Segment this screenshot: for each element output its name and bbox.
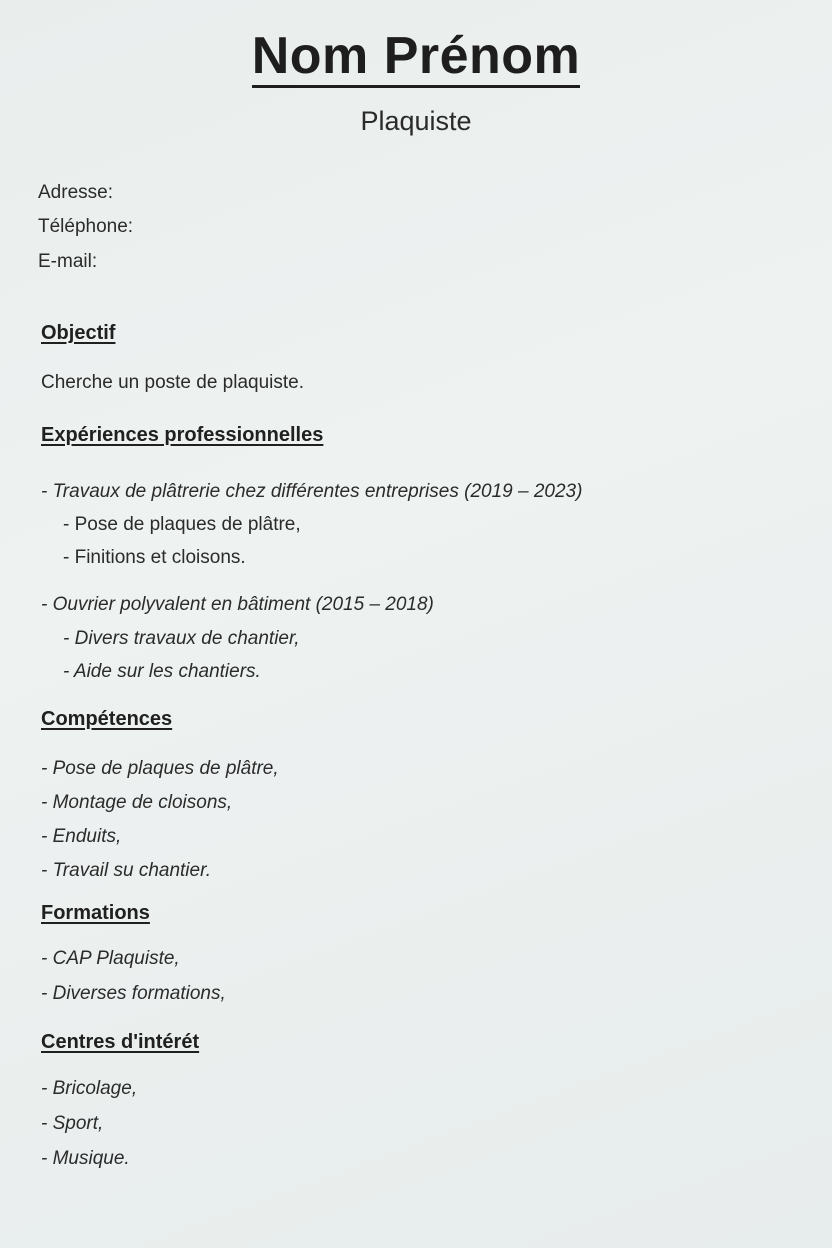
job-1-task-2: - Finitions et cloisons. bbox=[63, 547, 246, 568]
phone-label: Téléphone: bbox=[38, 216, 134, 237]
email-label: E-mail: bbox=[38, 251, 98, 272]
job-2-task-2: - Aide sur les chantiers. bbox=[63, 661, 261, 682]
address-label: Adresse: bbox=[38, 182, 113, 203]
job-1-task-1: - Pose de plaques de plâtre, bbox=[63, 514, 301, 535]
job-title-1: - Travaux de plâtrerie chez différentes entreprises (2019 – 2023) bbox=[41, 481, 583, 502]
skill-item: - Montage de cloisons, bbox=[41, 792, 233, 813]
interest-item: - Sport, bbox=[41, 1113, 104, 1134]
candidate-name-text: Nom Prénom bbox=[252, 27, 581, 88]
skill-item: - Enduits, bbox=[41, 826, 122, 847]
education-item: - Diverses formations, bbox=[41, 983, 226, 1004]
skill-item: - Pose de plaques de plâtre, bbox=[41, 758, 279, 779]
skills-heading: Compétences bbox=[41, 708, 173, 730]
experience-heading: Expériences professionnelles bbox=[41, 424, 324, 446]
interests-heading: Centres d'intérét bbox=[41, 1031, 200, 1053]
education-heading: Formations bbox=[41, 902, 150, 924]
job-2-task-1: - Divers travaux de chantier, bbox=[63, 628, 300, 649]
objective-text: Cherche un poste de plaquiste. bbox=[41, 372, 305, 393]
candidate-name bbox=[0, 26, 832, 88]
interest-item: - Musique. bbox=[41, 1148, 130, 1169]
education-item: - CAP Plaquiste, bbox=[41, 948, 180, 969]
interest-item: - Bricolage, bbox=[41, 1078, 138, 1099]
job-title-2: - Ouvrier polyvalent en bâtiment (2015 – 2018) bbox=[41, 594, 434, 615]
job-title: Plaquiste bbox=[360, 106, 472, 136]
objective-heading: Objectif bbox=[41, 322, 116, 344]
skill-item: - Travail su chantier. bbox=[41, 860, 211, 881]
